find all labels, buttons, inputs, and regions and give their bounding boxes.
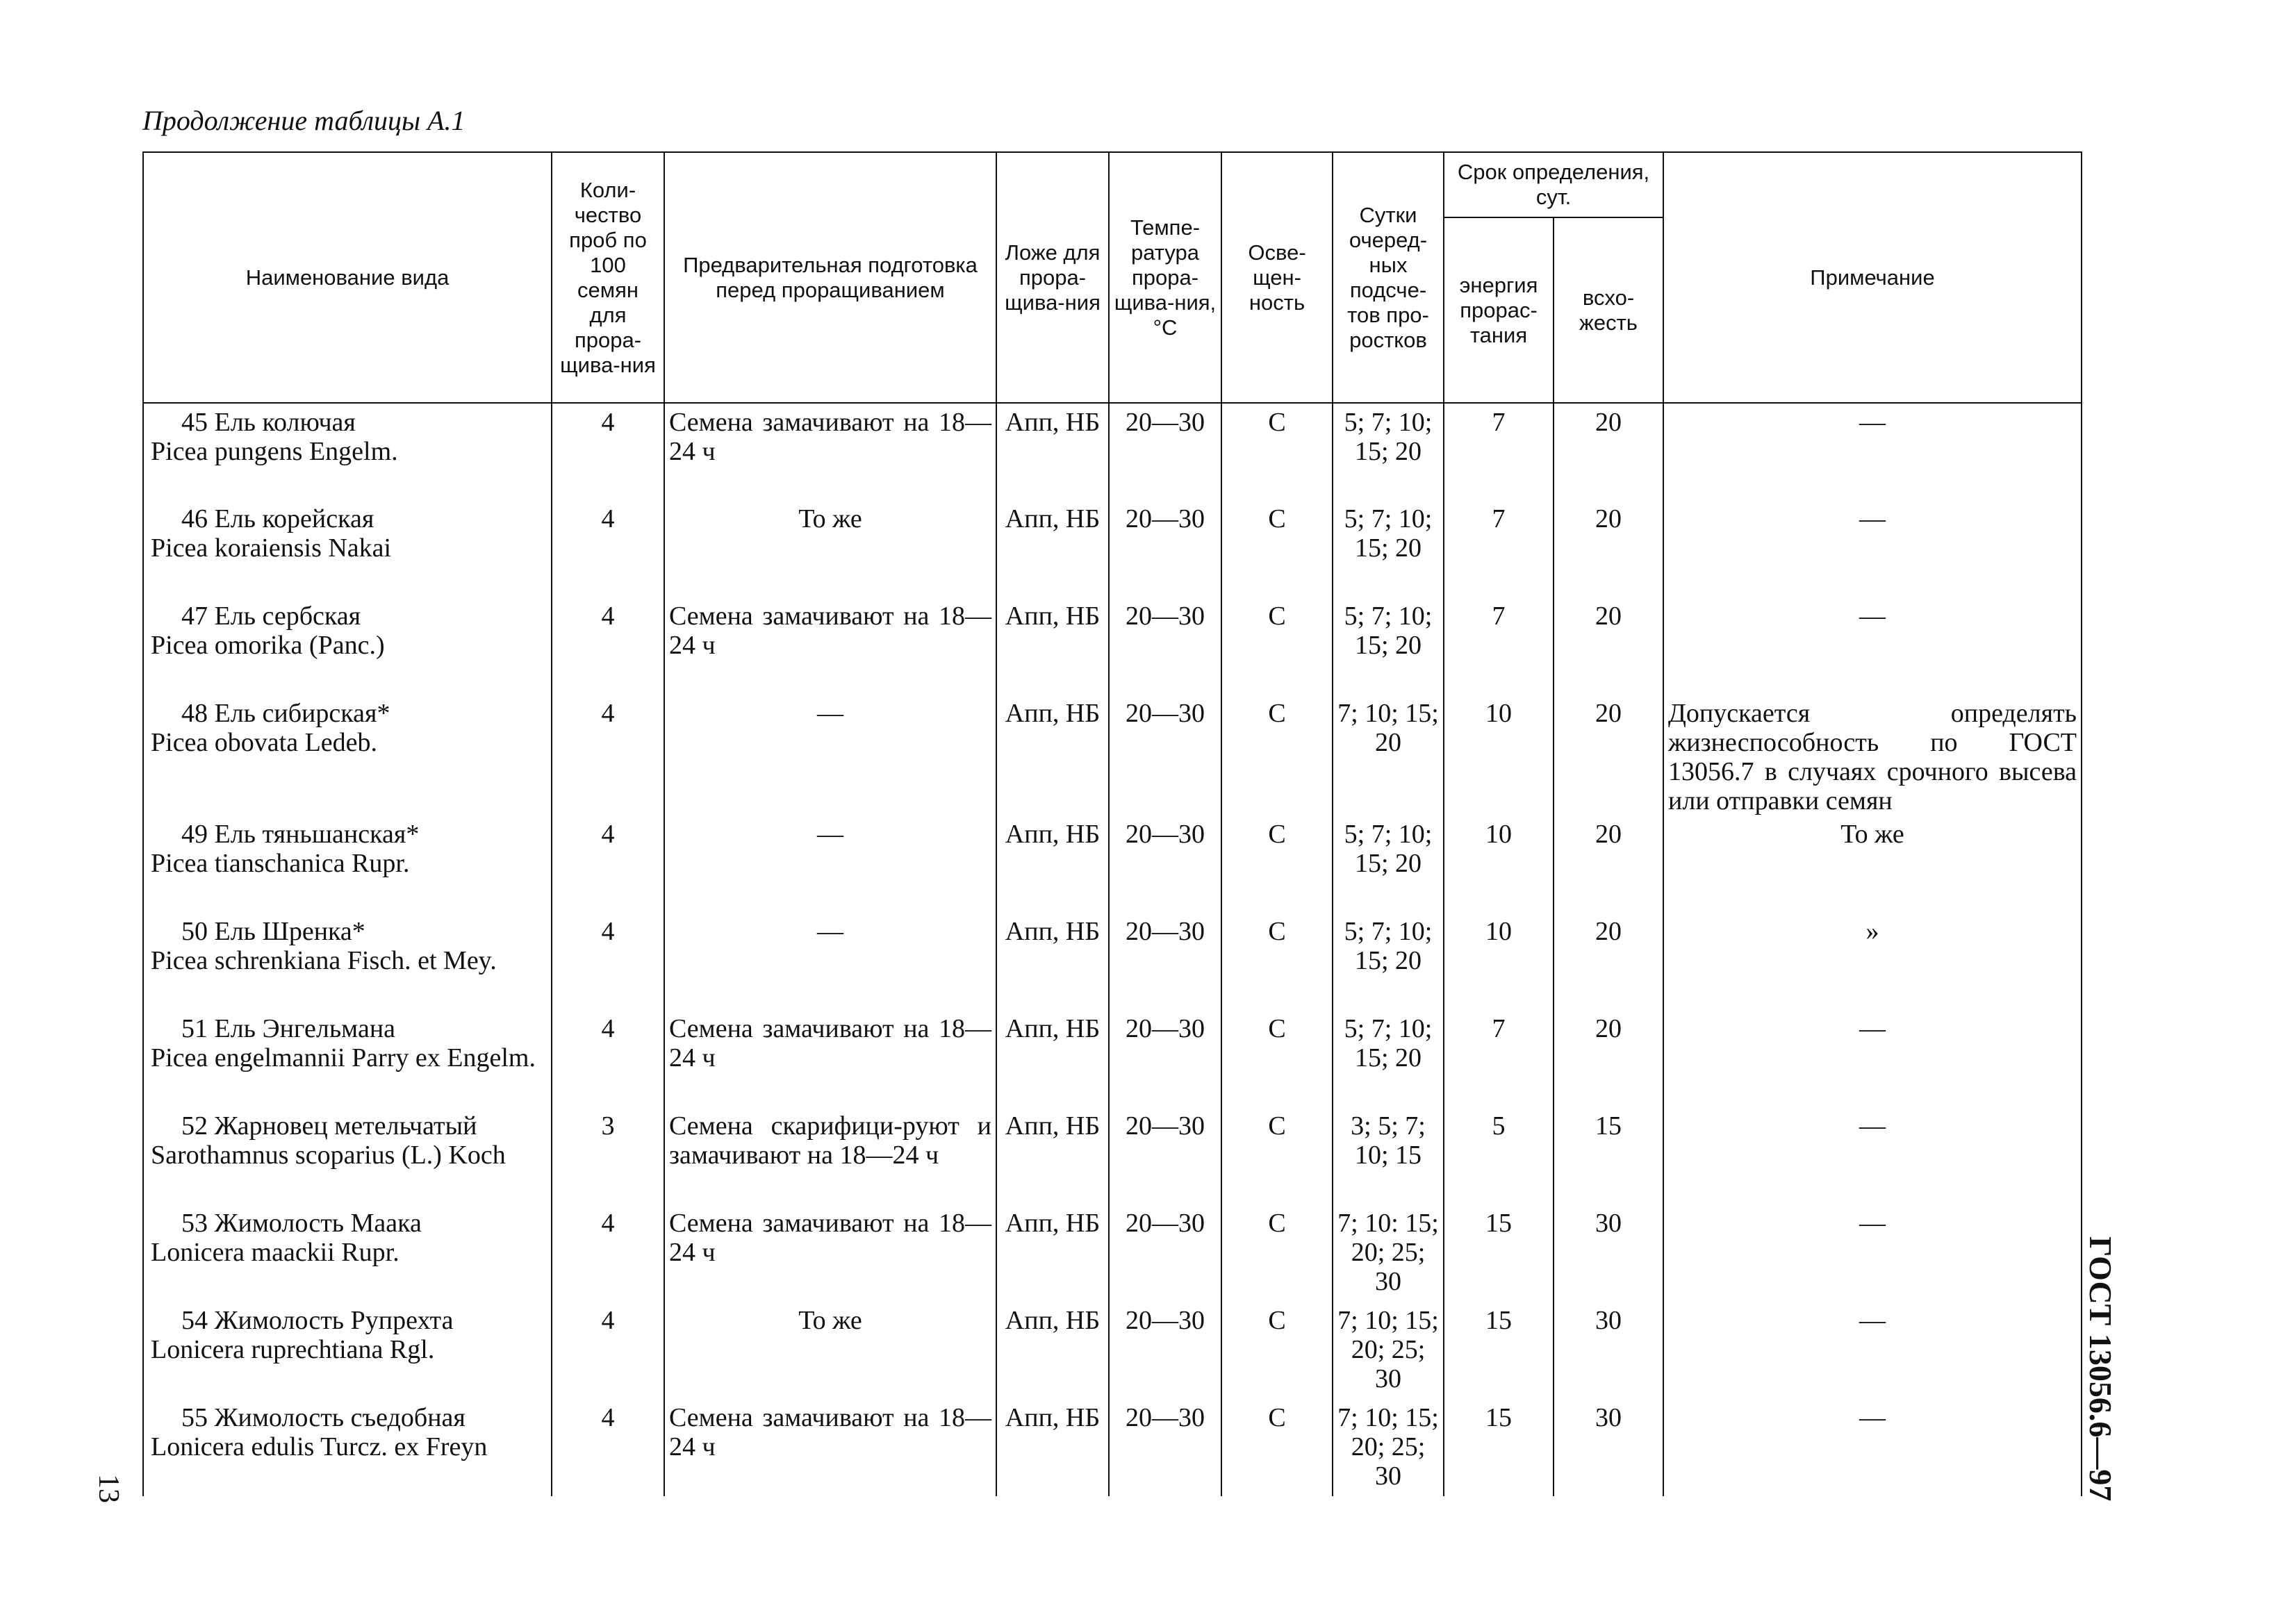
temp-cell: 20—30 [1109, 1302, 1221, 1399]
note-cell: — [1663, 1399, 2082, 1496]
temp-cell: 20—30 [1109, 695, 1221, 815]
days-cell: 7; 10; 15; 20; 25; 30 [1333, 1399, 1444, 1496]
germ-cell: 20 [1554, 913, 1663, 1010]
energy-cell: 7 [1444, 1010, 1554, 1107]
energy-cell: 5 [1444, 1107, 1554, 1204]
germ-cell: 20 [1554, 597, 1663, 695]
samples-cell: 4 [552, 597, 664, 695]
species-name-cell [143, 1010, 552, 1107]
species-name-latin: Sarothamnus scoparius (L.) Koch [151, 1141, 506, 1170]
prep-cell: — [664, 815, 996, 913]
page-number: 13 [92, 1474, 124, 1503]
energy-cell: 15 [1444, 1399, 1554, 1496]
species-name-ru: 53 Жимолость Маака [181, 1209, 422, 1238]
prep-cell: То же [664, 1302, 996, 1399]
prep-cell: Семена замачивают на 18—24 ч [664, 403, 996, 500]
species-name-latin: Lonicera maackii Rupr. [151, 1238, 399, 1267]
bed-cell: Апп, НБ [996, 815, 1109, 913]
table-row [143, 597, 2082, 695]
samples-cell: 4 [552, 1399, 664, 1496]
species-name-ru: 54 Жимолость Рупрехта [181, 1306, 454, 1335]
note-cell: — [1663, 403, 2082, 500]
days-cell: 7; 10: 15; 20; 25; 30 [1333, 1204, 1444, 1302]
bed-cell: Апп, НБ [996, 1302, 1109, 1399]
days-cell: 5; 7; 10; 15; 20 [1333, 913, 1444, 1010]
header-note: Примечание [1663, 152, 2082, 403]
germ-cell: 20 [1554, 815, 1663, 913]
species-name-cell [143, 500, 552, 597]
table-body [143, 403, 2082, 1496]
temp-cell: 20—30 [1109, 597, 1221, 695]
prep-cell: — [664, 695, 996, 815]
bed-cell: Апп, НБ [996, 597, 1109, 695]
note-cell: — [1663, 1204, 2082, 1302]
germ-cell: 20 [1554, 403, 1663, 500]
table-row [143, 1302, 2082, 1399]
light-cell: С [1221, 1302, 1333, 1399]
species-name-cell [143, 913, 552, 1010]
samples-cell: 4 [552, 500, 664, 597]
gost-side-label: ГОСТ 13056.6—97 [2083, 1236, 2118, 1502]
bed-cell: Апп, НБ [996, 1107, 1109, 1204]
header-period: Срок определения, сут. [1444, 152, 1663, 217]
light-cell: С [1221, 1399, 1333, 1496]
header-bed: Ложе для прора-щива-ния [996, 152, 1109, 403]
species-name-cell [143, 695, 552, 815]
days-cell: 5; 7; 10; 15; 20 [1333, 403, 1444, 500]
days-cell: 5; 7; 10; 15; 20 [1333, 815, 1444, 913]
energy-cell: 15 [1444, 1204, 1554, 1302]
table-row [143, 695, 2082, 815]
temp-cell: 20—30 [1109, 815, 1221, 913]
note-cell: — [1663, 1107, 2082, 1204]
note-cell: — [1663, 597, 2082, 695]
temp-cell: 20—30 [1109, 1399, 1221, 1496]
energy-cell: 15 [1444, 1302, 1554, 1399]
temp-cell: 20—30 [1109, 1010, 1221, 1107]
bed-cell: Апп, НБ [996, 913, 1109, 1010]
species-name-ru: 51 Ель Энгельмана [181, 1014, 396, 1043]
species-name-ru: 55 Жимолость съедобная [181, 1403, 465, 1432]
samples-cell: 4 [552, 815, 664, 913]
species-name-latin: Picea schrenkiana Fisch. et Mey. [151, 946, 497, 975]
temp-cell: 20—30 [1109, 1204, 1221, 1302]
samples-cell: 4 [552, 1010, 664, 1107]
light-cell: С [1221, 597, 1333, 695]
header-name: Наименование вида [143, 152, 552, 403]
species-name-cell [143, 1302, 552, 1399]
table-row [143, 403, 2082, 500]
light-cell: С [1221, 1107, 1333, 1204]
species-name-cell [143, 815, 552, 913]
energy-cell: 10 [1444, 815, 1554, 913]
energy-cell: 7 [1444, 597, 1554, 695]
species-name-ru: 46 Ель корейская [181, 504, 374, 533]
days-cell: 5; 7; 10; 15; 20 [1333, 500, 1444, 597]
species-name-latin: Picea pungens Engelm. [151, 437, 398, 466]
table-row [143, 1204, 2082, 1302]
species-name-cell [143, 597, 552, 695]
prep-cell: Семена замачивают на 18—24 ч [664, 1204, 996, 1302]
germ-cell: 20 [1554, 500, 1663, 597]
species-name-cell [143, 1204, 552, 1302]
header-days: Сутки очеред-ных подсче-тов про-ростков [1333, 152, 1444, 403]
note-cell: — [1663, 500, 2082, 597]
energy-cell: 10 [1444, 913, 1554, 1010]
light-cell: С [1221, 403, 1333, 500]
light-cell: С [1221, 815, 1333, 913]
bed-cell: Апп, НБ [996, 695, 1109, 815]
species-name-latin: Picea omorika (Panc.) [151, 631, 385, 660]
header-energy: энергия прорас-тания [1444, 217, 1554, 403]
species-name-ru: 48 Ель сибирская* [181, 699, 390, 728]
table-row [143, 1107, 2082, 1204]
samples-cell: 3 [552, 1107, 664, 1204]
species-name-cell [143, 1107, 552, 1204]
germ-cell: 30 [1554, 1204, 1663, 1302]
species-name-ru: 47 Ель сербская [181, 602, 361, 631]
prep-cell: — [664, 913, 996, 1010]
prep-cell: Семена скарифици-руют и замачивают на 18—24 ч [664, 1107, 996, 1204]
samples-cell: 4 [552, 403, 664, 500]
note-cell: — [1663, 1302, 2082, 1399]
header-prep: Предварительная подготовка перед проращиванием [664, 152, 996, 403]
light-cell: С [1221, 695, 1333, 815]
species-name-latin: Picea engelmannii Parry ex Engelm. [151, 1043, 536, 1072]
header-temp: Темпе-ратура прора-щива-ния, °С [1109, 152, 1221, 403]
table-row [143, 815, 2082, 913]
species-name-cell [143, 1399, 552, 1496]
species-name-ru: 49 Ель тяньшанская* [181, 820, 420, 849]
species-name-latin: Picea tianschanica Rupr. [151, 849, 410, 878]
temp-cell: 20—30 [1109, 403, 1221, 500]
light-cell: С [1221, 1204, 1333, 1302]
temp-cell: 20—30 [1109, 1107, 1221, 1204]
germ-cell: 15 [1554, 1107, 1663, 1204]
table-row [143, 500, 2082, 597]
germ-cell: 20 [1554, 1010, 1663, 1107]
species-name-ru: 45 Ель колючая [181, 408, 356, 437]
table-row [143, 913, 2082, 1010]
samples-cell: 4 [552, 695, 664, 815]
header-light: Осве-щен-ность [1221, 152, 1333, 403]
bed-cell: Апп, НБ [996, 1010, 1109, 1107]
note-cell: Допускается определять жизнеспособность по ГОСТ 13056.7 в случаях срочного высева или отправки семян [1663, 695, 2082, 815]
bed-cell: Апп, НБ [996, 1399, 1109, 1496]
bed-cell: Апп, НБ [996, 500, 1109, 597]
light-cell: С [1221, 500, 1333, 597]
days-cell: 3; 5; 7; 10; 15 [1333, 1107, 1444, 1204]
days-cell: 5; 7; 10; 15; 20 [1333, 1010, 1444, 1107]
species-name-ru: 52 Жарновец метельчатый [181, 1111, 477, 1141]
energy-cell: 10 [1444, 695, 1554, 815]
days-cell: 7; 10; 15; 20; 25; 30 [1333, 1302, 1444, 1399]
prep-cell: Семена замачивают на 18—24 ч [664, 1399, 996, 1496]
light-cell: С [1221, 1010, 1333, 1107]
energy-cell: 7 [1444, 403, 1554, 500]
species-name-ru: 50 Ель Шренка* [181, 917, 365, 946]
energy-cell: 7 [1444, 500, 1554, 597]
note-cell: » [1663, 913, 2082, 1010]
temp-cell: 20—30 [1109, 500, 1221, 597]
species-name-cell [143, 403, 552, 500]
samples-cell: 4 [552, 1302, 664, 1399]
table-caption: Продолжение таблицы А.1 [142, 105, 465, 136]
days-cell: 7; 10; 15; 20 [1333, 695, 1444, 815]
germ-cell: 30 [1554, 1302, 1663, 1399]
species-name-latin: Lonicera edulis Turcz. ex Freyn [151, 1432, 488, 1461]
header-germ: всхо-жесть [1554, 217, 1663, 403]
species-name-latin: Picea obovata Ledeb. [151, 728, 378, 757]
samples-cell: 4 [552, 913, 664, 1010]
species-name-latin: Lonicera ruprechtiana Rgl. [151, 1335, 435, 1364]
samples-cell: 4 [552, 1204, 664, 1302]
header-samples: Коли-чество проб по 100 семян для прора-щива-ния [552, 152, 664, 403]
light-cell: С [1221, 913, 1333, 1010]
temp-cell: 20—30 [1109, 913, 1221, 1010]
table-row [143, 1010, 2082, 1107]
bed-cell: Апп, НБ [996, 1204, 1109, 1302]
note-cell: То же [1663, 815, 2082, 913]
species-name-latin: Picea koraiensis Nakai [151, 533, 392, 563]
germ-cell: 30 [1554, 1399, 1663, 1496]
bed-cell: Апп, НБ [996, 403, 1109, 500]
days-cell: 5; 7; 10; 15; 20 [1333, 597, 1444, 695]
table-row [143, 1399, 2082, 1496]
species-table [142, 151, 2081, 1493]
note-cell: — [1663, 1010, 2082, 1107]
germ-cell: 20 [1554, 695, 1663, 815]
prep-cell: Семена замачивают на 18—24 ч [664, 597, 996, 695]
prep-cell: То же [664, 500, 996, 597]
prep-cell: Семена замачивают на 18—24 ч [664, 1010, 996, 1107]
